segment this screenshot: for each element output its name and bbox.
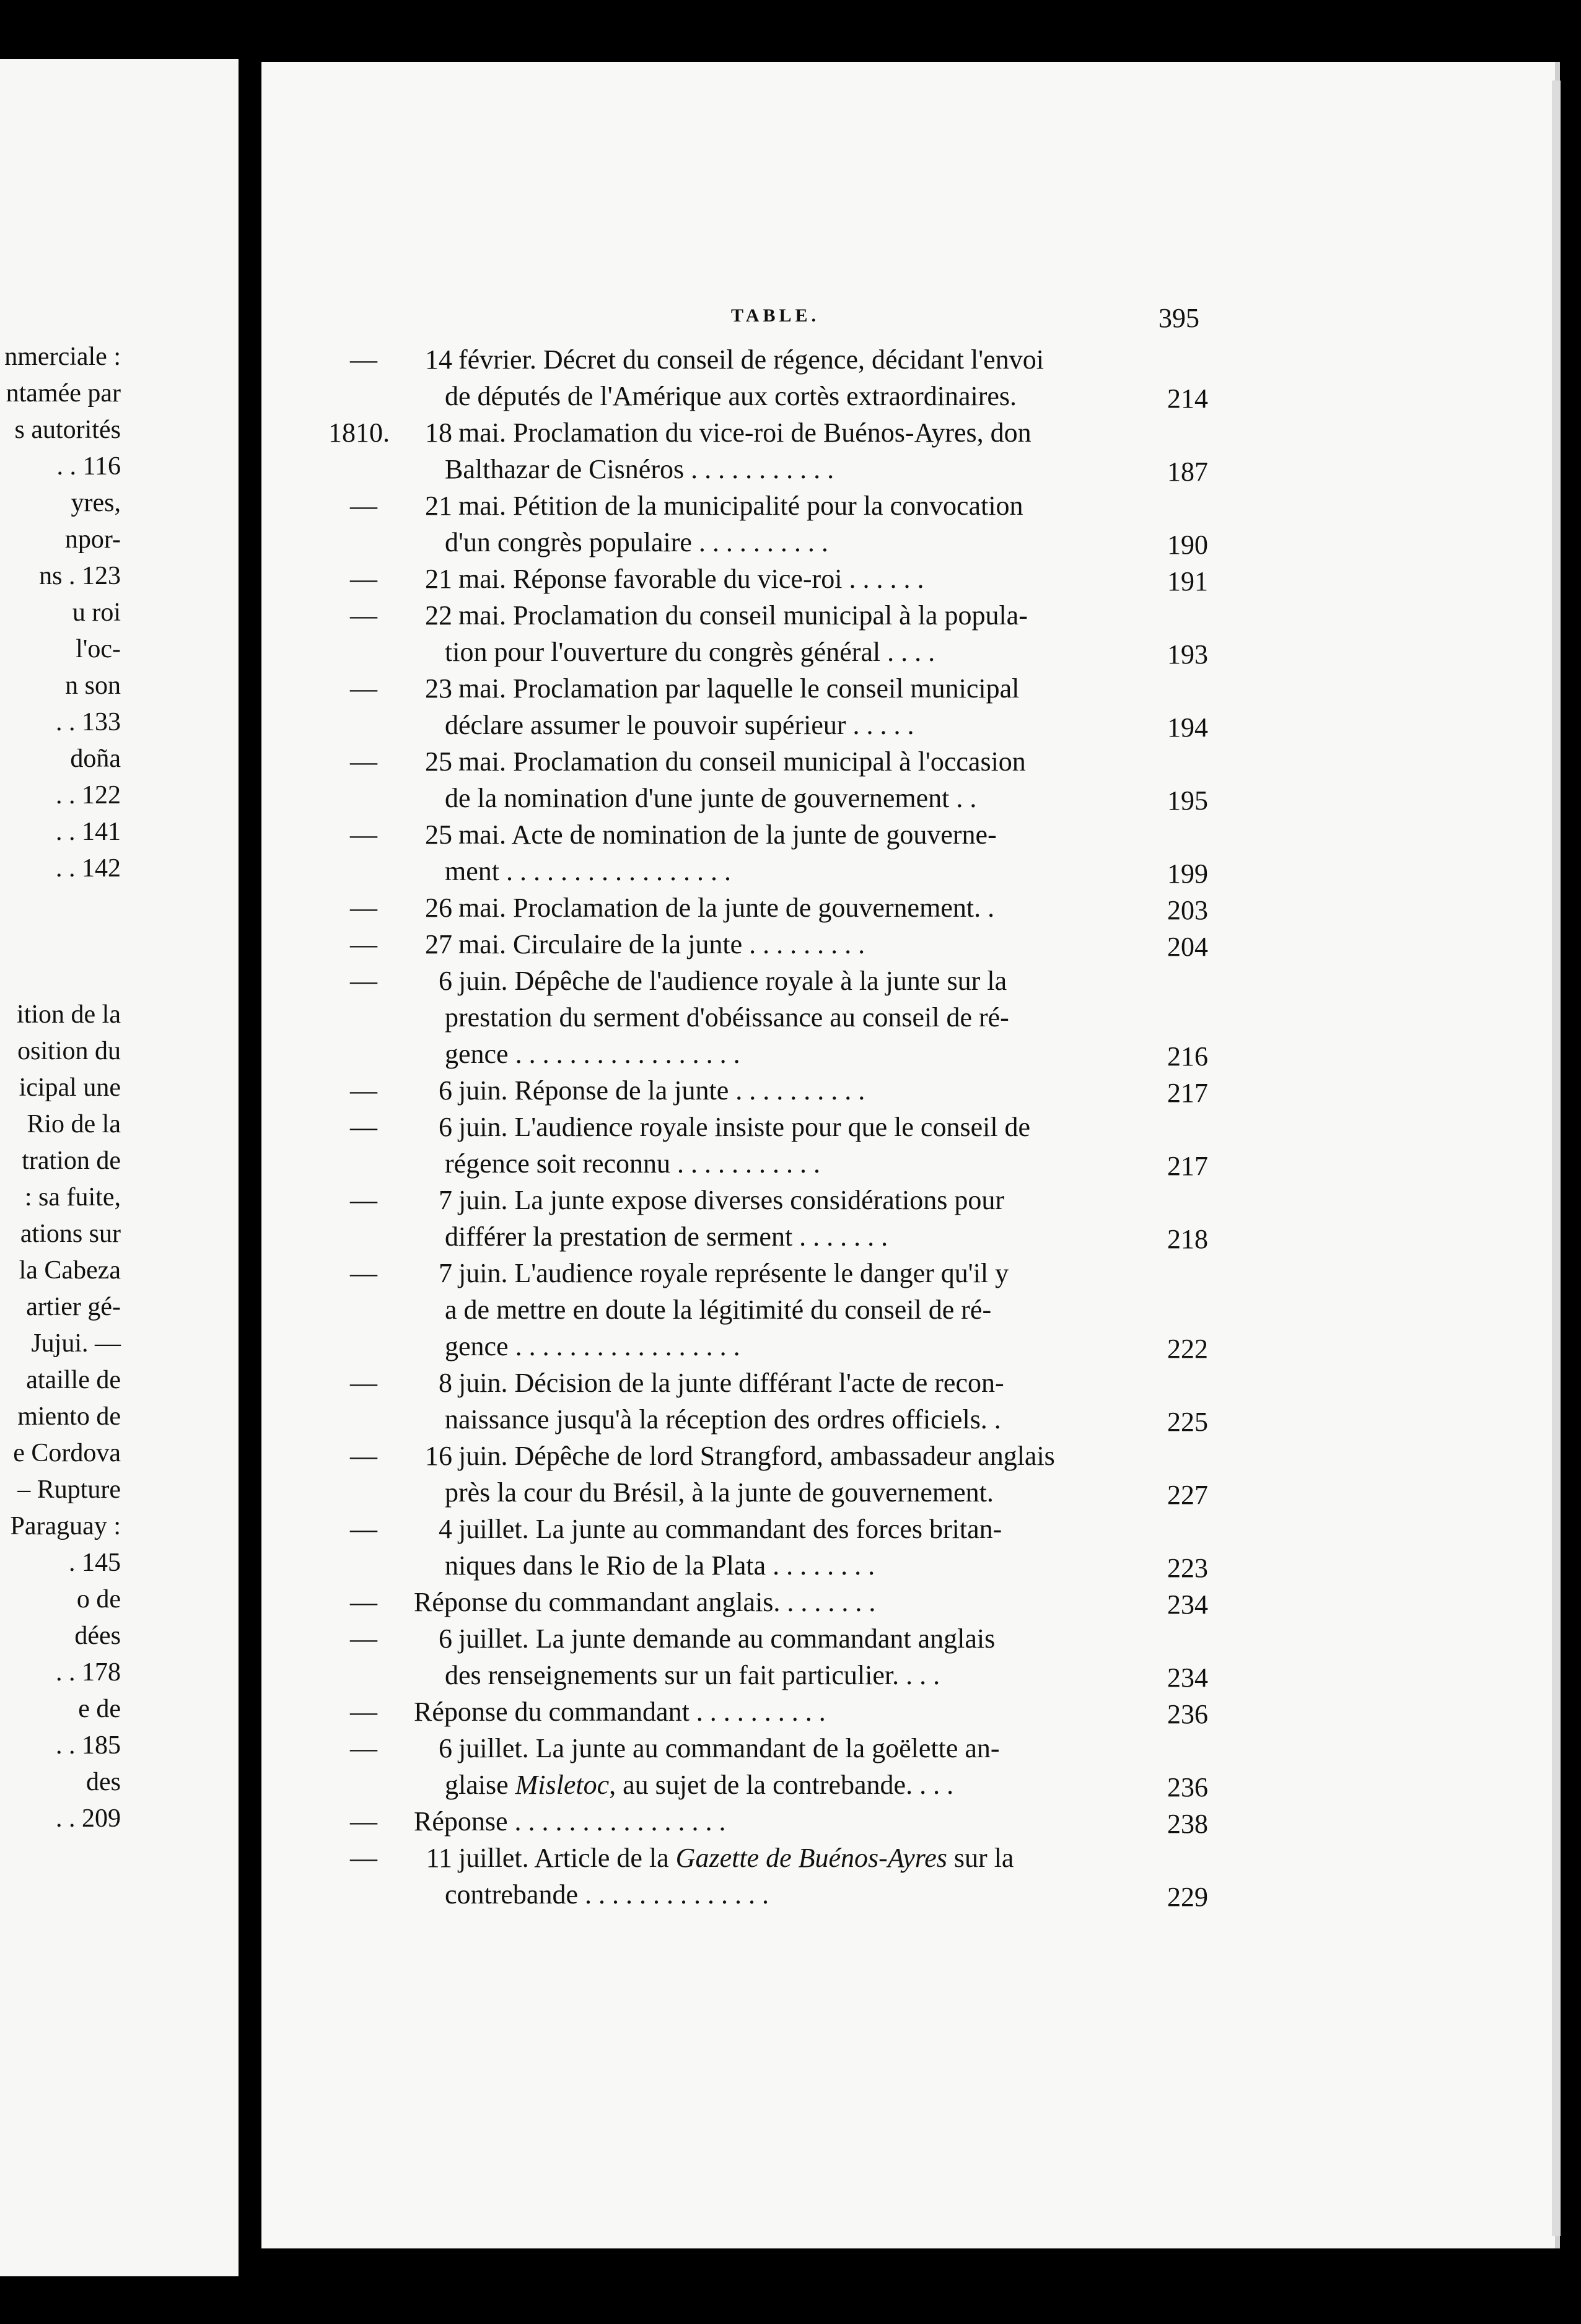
entry-date-prefix: —	[350, 1368, 377, 1398]
entry-page-number: 191	[1167, 566, 1208, 596]
page-number: 395	[1158, 303, 1199, 333]
left-page-line: . . 178	[56, 1658, 121, 1687]
entry-page-number: 217	[1167, 1078, 1208, 1108]
entry-text-line: juillet. La junte au commandant des forces britan-	[458, 1514, 1002, 1544]
left-page-line: dées	[74, 1622, 121, 1650]
entry-day: 21	[425, 564, 452, 594]
left-page-line: doña	[70, 745, 121, 773]
entry-text-line: d'un congrès populaire . . . . . . . . . .	[445, 527, 828, 557]
entry-text-line: mai. Acte de nomination de la junte de gouverne-	[458, 819, 997, 850]
entry-text-line: a de mettre en doute la légitimité du conseil de ré-	[445, 1295, 992, 1325]
entry-page-number: 236	[1167, 1699, 1208, 1729]
entry-day: 8	[439, 1368, 452, 1398]
entry-day: 7	[439, 1258, 452, 1288]
entry-text-line: différer la prestation de serment . . . . . . .	[445, 1221, 888, 1252]
entry-text-line: juin. Dépêche de l'audience royale à la junte sur la	[458, 966, 1007, 996]
left-page-line: l'oc-	[76, 635, 121, 663]
entry-date-prefix: —	[350, 344, 377, 375]
entry-day: 11	[426, 1843, 452, 1873]
entry-day: 6	[439, 1733, 452, 1763]
entry-text-line: mai. Pétition de la municipalité pour la convocation	[458, 491, 1023, 521]
entry-text-line: juillet. La junte demande au commandant anglais	[458, 1623, 996, 1654]
entry-text-line: mai. Proclamation du conseil municipal à l'occasion	[458, 746, 1026, 777]
entry-date-prefix: —	[350, 491, 377, 521]
entry-day: 6	[439, 1112, 452, 1142]
entry-day: 21	[425, 491, 452, 521]
left-page-line: n son	[65, 671, 121, 700]
entry-text-line: juin. La junte expose diverses considérations pour	[458, 1185, 1005, 1215]
entry-text-line: mai. Proclamation de la junte de gouvernement. .	[458, 893, 995, 923]
left-page-line: u roi	[72, 598, 121, 627]
page-edge	[1552, 81, 1561, 2236]
entry-text-line: mai. Proclamation par laquelle le conseil municipal	[458, 673, 1020, 704]
entry-page-number: 238	[1167, 1809, 1208, 1839]
left-page-line: Rio de la	[27, 1110, 121, 1138]
entry-day: 18	[425, 417, 452, 448]
entry-page-number: 217	[1167, 1151, 1208, 1181]
entry-page-number: 227	[1167, 1480, 1208, 1510]
entry-page-number: 203	[1167, 895, 1208, 925]
left-page-line: yres,	[71, 489, 121, 517]
entry-text-line: Réponse du commandant . . . . . . . . . .	[414, 1697, 826, 1727]
entry-day: 25	[425, 819, 452, 850]
left-page-line: : sa fuite,	[24, 1183, 121, 1212]
entry-day: 22	[425, 600, 452, 631]
entry-page-number: 204	[1167, 932, 1208, 962]
left-page-line: tration de	[22, 1147, 121, 1175]
entry-date-prefix: —	[350, 966, 377, 996]
entry-text-line: juin. Dépêche de lord Strangford, ambassadeur anglais	[458, 1441, 1055, 1471]
entry-text-line: Réponse . . . . . . . . . . . . . . . .	[414, 1806, 726, 1837]
entry-page-number: 222	[1167, 1334, 1208, 1364]
entry-day: 26	[425, 893, 452, 923]
entry-page-number: 236	[1167, 1772, 1208, 1802]
entry-date-prefix: —	[350, 1185, 377, 1215]
entry-text-line: contrebande . . . . . . . . . . . . . .	[445, 1879, 769, 1910]
left-page-line: . . 133	[56, 708, 121, 736]
entry-page-number: 214	[1167, 383, 1208, 414]
left-page-line: . . 185	[56, 1731, 121, 1760]
entry-page-number: 234	[1167, 1589, 1208, 1620]
entry-day: 25	[425, 746, 452, 777]
entry-date-prefix: —	[350, 1587, 377, 1617]
entry-text-line: juillet. Article de la Gazette de Buénos-Ayres sur la	[458, 1843, 1014, 1873]
entry-text-line: Balthazar de Cisnéros . . . . . . . . . . .	[445, 454, 834, 484]
left-page-line: la Cabeza	[19, 1256, 121, 1285]
entry-text-line: naissance jusqu'à la réception des ordres officiels. .	[445, 1404, 1001, 1435]
entry-date-prefix: —	[350, 1806, 377, 1837]
entry-day: 14	[425, 344, 452, 375]
left-page-line: e Cordova	[13, 1439, 121, 1467]
entry-page-number: 194	[1167, 712, 1208, 743]
entry-text-line: tion pour l'ouverture du congrès général . . . .	[445, 637, 935, 667]
left-page-line: des	[86, 1768, 121, 1796]
entry-page-number: 190	[1167, 530, 1208, 560]
entry-page-number: 229	[1167, 1882, 1208, 1912]
entry-page-number: 234	[1167, 1662, 1208, 1693]
left-page-line: . . 142	[56, 854, 121, 883]
entry-text-line: juin. Décision de la junte différant l'acte de recon-	[458, 1368, 1004, 1398]
entry-page-number: 216	[1167, 1041, 1208, 1072]
entry-date-prefix: —	[350, 819, 377, 850]
entry-date-prefix: 1810.	[328, 417, 390, 448]
left-page-line: . . 141	[56, 818, 121, 846]
left-page-line: o de	[76, 1585, 121, 1614]
left-page-line: Paraguay :	[10, 1512, 121, 1540]
entry-date-prefix: —	[350, 1112, 377, 1142]
left-page-line: icipal une	[19, 1073, 121, 1102]
left-page-line: ataille de	[26, 1366, 121, 1394]
left-page-line: artier gé-	[26, 1293, 121, 1321]
entry-page-number: 193	[1167, 639, 1208, 670]
entry-text-line: ment . . . . . . . . . . . . . . . . .	[445, 856, 731, 886]
entry-text-line: déclare assumer le pouvoir supérieur . . . . .	[445, 710, 914, 740]
entry-date-prefix: —	[350, 564, 377, 594]
entry-text-line: juin. L'audience royale représente le danger qu'il y	[458, 1258, 1009, 1288]
entry-date-prefix: —	[350, 600, 377, 631]
entry-date-prefix: —	[350, 673, 377, 704]
left-page-line: ition de la	[17, 1000, 121, 1029]
entry-text-line: des renseignements sur un fait particulier. . . .	[445, 1660, 940, 1690]
entry-text-line: niques dans le Rio de la Plata . . . . . . . .	[445, 1550, 875, 1581]
entry-text-line: gence . . . . . . . . . . . . . . . . .	[445, 1039, 740, 1069]
entry-date-prefix: —	[350, 746, 377, 777]
entry-day: 6	[439, 1075, 452, 1106]
left-page-line: ntamée par	[6, 379, 121, 408]
entry-day: 27	[425, 929, 452, 959]
entry-day: 6	[439, 966, 452, 996]
entry-text-line: juin. L'audience royale insiste pour que le conseil de	[458, 1112, 1031, 1142]
entry-text-line: de la nomination d'une junte de gouvernement . .	[445, 783, 977, 813]
entry-text-line: prestation du serment d'obéissance au conseil de ré-	[445, 1002, 1009, 1033]
entry-text-line: mai. Proclamation du conseil municipal à la popula-	[458, 600, 1028, 631]
entry-day: 4	[439, 1514, 452, 1544]
entry-text-line: février. Décret du conseil de régence, décidant l'envoi	[458, 344, 1044, 375]
entry-text-line: gence . . . . . . . . . . . . . . . . .	[445, 1331, 740, 1361]
entry-page-number: 195	[1167, 785, 1208, 816]
entry-date-prefix: —	[350, 1258, 377, 1288]
left-page-line: nmerciale :	[4, 343, 121, 371]
left-page-fragment	[0, 59, 239, 2276]
entry-day: 7	[439, 1185, 452, 1215]
entry-text-line: régence soit reconnu . . . . . . . . . . .	[445, 1148, 821, 1179]
entry-text-line: mai. Circulaire de la junte . . . . . . . . .	[458, 929, 865, 959]
entry-text-line: juin. Réponse de la junte . . . . . . . . . .	[458, 1075, 865, 1106]
left-page-line: . . 116	[56, 452, 121, 481]
entry-date-prefix: —	[350, 1514, 377, 1544]
entry-day: 6	[439, 1623, 452, 1654]
left-page-line: Jujui. —	[31, 1329, 121, 1358]
entry-text-line: mai. Proclamation du vice-roi de Buénos-Ayres, don	[458, 417, 1031, 448]
entry-page-number: 225	[1167, 1407, 1208, 1437]
left-page-line: . 145	[69, 1549, 121, 1577]
left-page-line: e de	[78, 1695, 121, 1723]
left-page-line: miento de	[17, 1402, 121, 1431]
left-page-line: ations sur	[20, 1220, 121, 1248]
entry-text-line: juillet. La junte au commandant de la goëlette an-	[458, 1733, 1000, 1763]
entry-date-prefix: —	[350, 1075, 377, 1106]
running-head: TABLE.	[731, 305, 820, 326]
entry-date-prefix: —	[350, 1623, 377, 1654]
entry-date-prefix: —	[350, 929, 377, 959]
entry-date-prefix: —	[350, 1697, 377, 1727]
entry-text-line: Réponse du commandant anglais. . . . . . . .	[414, 1587, 876, 1617]
left-page-line: . . 209	[56, 1804, 121, 1833]
entry-text-line: mai. Réponse favorable du vice-roi . . . . . .	[458, 564, 924, 594]
entry-day: 16	[425, 1441, 452, 1471]
entry-page-number: 223	[1167, 1553, 1208, 1583]
entry-page-number: 187	[1167, 456, 1208, 487]
entry-text-line: près la cour du Brésil, à la junte de gouvernement.	[445, 1477, 994, 1508]
entry-date-prefix: —	[350, 893, 377, 923]
left-page-line: npor-	[64, 525, 121, 554]
entry-text-line: glaise Misletoc, au sujet de la contrebande. . . .	[445, 1770, 954, 1800]
left-page-line: osition du	[17, 1037, 121, 1065]
entry-date-prefix: —	[350, 1733, 377, 1763]
entry-date-prefix: —	[350, 1441, 377, 1471]
entry-text-line: de députés de l'Amérique aux cortès extraordinaires.	[445, 381, 1017, 411]
left-page-line: – Rupture	[17, 1475, 121, 1504]
entry-page-number: 199	[1167, 858, 1208, 889]
entry-page-number: 218	[1167, 1224, 1208, 1254]
entry-date-prefix: —	[350, 1843, 377, 1873]
left-page-line: s autorités	[14, 416, 121, 444]
left-page-line: . . 122	[56, 781, 121, 810]
left-page-line: ns . 123	[39, 562, 121, 590]
entry-day: 23	[425, 673, 452, 704]
